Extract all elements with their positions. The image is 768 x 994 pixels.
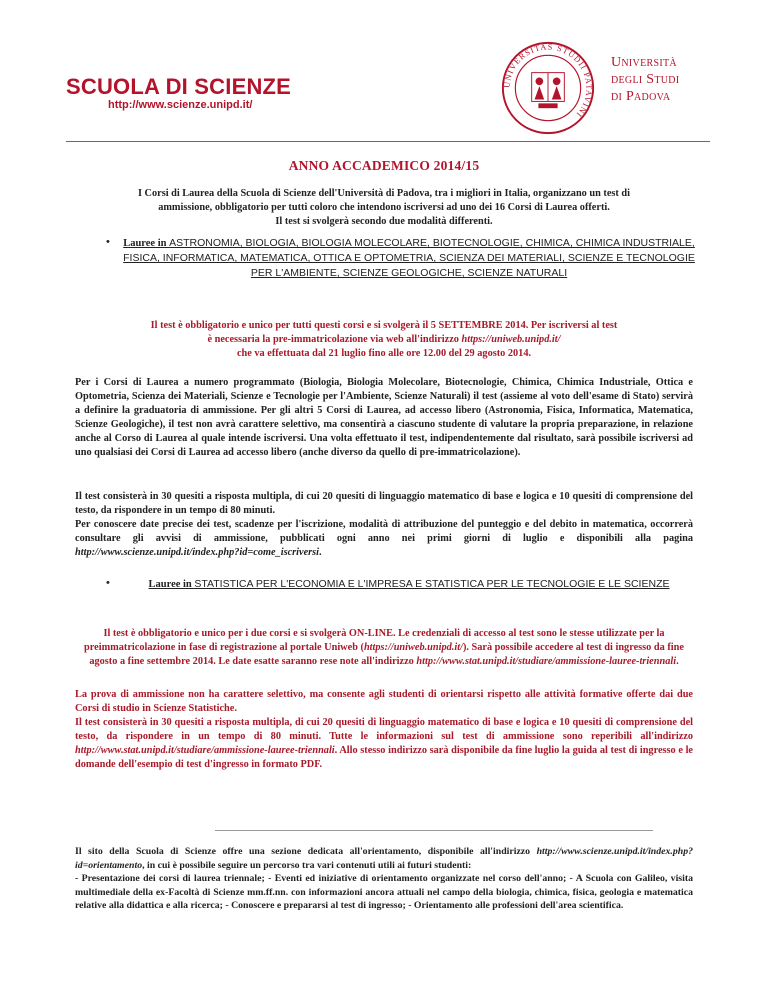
academic-year-title: ANNO ACCADEMICO 2014/15 [288, 158, 480, 173]
statistica-paragraph [75, 688, 693, 772]
test1-line2 [75, 333, 693, 347]
statistica-p2-text: Il test consisterà in 30 quesiti a risposta multipla, di cui 20 quesiti di linguaggio matematico di base e logica e 10 quesiti di comprensione del testo, da rispondere in un tempo di 80 minuti. Tutte le informazioni sul test di ammissione sono reperibili all'indirizzo [75, 717, 693, 742]
stat-ammissione-link[interactable]: http://www.stat.unipd.it/studiare/ammissione-lauree-triennali [416, 656, 677, 667]
seal-text: UNIVERSITAS STUDII PATAVINI [502, 42, 594, 120]
university-name-line2: degli Studi [611, 72, 680, 87]
bullet-marker: • [106, 577, 110, 589]
orientamento-text: Il sito della Scuola di Scienze offre una sezione dedicata all'orientamento, disponibile all'indirizzo [75, 846, 537, 857]
bullet-lead: Lauree in [123, 238, 170, 249]
bullet-lead: Lauree in [148, 579, 195, 590]
university-name-line3: di Padova [611, 89, 671, 104]
university-seal-logo [500, 40, 596, 136]
numero-programmato-paragraph [75, 376, 693, 460]
uniweb-link-2[interactable]: https://uniweb.unipd.it/ [363, 642, 463, 653]
school-title: SCUOLA DI SCIENZE [66, 74, 292, 99]
quesiti-text: Il test consisterà in 30 quesiti a risposta multipla, di cui 20 quesiti di linguaggio matematico di base e logica e 10 quesiti di comprensione del testo, da rispondere in un tempo di 80 minuti. [75, 491, 693, 516]
test1-paragraph [75, 319, 693, 361]
bullet-degrees-statistica [122, 577, 696, 592]
university-name [611, 54, 679, 105]
header-divider [66, 141, 710, 142]
statistica-p1: La prova di ammissione non ha carattere selettivo, ma consente agli studenti di orientarsi rispetto alle attività formative offerte dai due Corsi di studio in Scienze Statistiche. [75, 689, 693, 714]
orientamento-paragraph [75, 845, 693, 913]
test-content-paragraph [75, 490, 693, 560]
orientamento-text-end: , in cui è possibile seguire un percorso tra vari contenuti utili ai futuri studenti: [142, 859, 472, 871]
intro-line: ammissione, obbligatorio per tutti coloro che intendono iscriversi ad uno dei 16 Corsi di Laurea offerti. [158, 202, 610, 213]
test2-paragraph [75, 627, 693, 669]
bullet-courses: STATISTICA PER L'ECONOMIA E L'IMPRESA E STATISTICA PER LE TECNOLOGIE E LE SCIENZE [194, 578, 670, 590]
section-divider [215, 830, 653, 831]
intro-paragraph [75, 187, 693, 229]
test1-line2-text: è necessaria la pre-immatricolazione via web all'indirizzo [207, 334, 462, 345]
test2-text-start: Il test è obbligatorio e unico per i due corsi e si svolgerà ON-LINE. Le credenziali di accesso al test sono le stesse utilizzate per la preimmatricolazione in fase di registrazione al portale Uniweb ( [84, 628, 665, 653]
bullet-courses: ASTRONOMIA, BIOLOGIA, BIOLOGIA MOLECOLARE, BIOTECNOLOGIE, CHIMICA, CHIMICA INDUSTRIALE, FISICA, INFORMATICA, MATEMATICA, OTTICA E OPTOMETRIA, SCIENZA DEI MATERIALI, SCIENZE E TECNOLOGIE PER L'AMBIENTE, SCIENZE GEOLOGICHE, SCIENZE NATURALI [123, 237, 695, 279]
university-name-line1: Università [611, 55, 677, 70]
intro-line: Il test si svolgerà secondo due modalità differenti. [275, 216, 493, 227]
bullet-marker: • [106, 236, 110, 248]
test1-line3: che va effettuata dal 21 luglio fino alle ore 12.00 del 29 agosto 2014. [236, 348, 532, 359]
test1-line1: Il test è obbligatorio e unico per tutti questi corsi e si svolgerà il 5 SETTEMBRE 2014. Per iscriversi al test [150, 320, 618, 331]
date-info-text: Per conoscere date precise dei test, scadenze per l'iscrizione, modalità di attribuzione del punteggio e del debito in matematica, occorrerà consultare gli avvisi di ammissione, pubblicati ogni anno nei primi giorni di luglio e disponibili alla pagina [75, 519, 693, 544]
orientamento-link[interactable]: http://www.scienze.unipd.it/index.php?id=orientamento [75, 846, 693, 871]
stat-ammissione-link-2[interactable]: http://www.stat.unipd.it/studiare/ammissione-lauree-triennali [75, 745, 335, 756]
school-url-link[interactable]: http://www.scienze.unipd.it/ [108, 99, 253, 111]
test2-text-mid: ). Sarà possibile accedere al test di ingresso da fine agosto a fine settembre 2014. Le date esatte saranno rese note all'indirizzo [89, 642, 684, 667]
bullet-degrees-scienze [122, 236, 696, 281]
test2-text-end: . [676, 656, 679, 667]
numero-programmato-text: Per i Corsi di Laurea a numero programmato (Biologia, Biologia Molecolare, Biotecnologie, Chimica, Chimica Industriale, Ottica e Optometria, Scienza dei Materiali, Scienze e Tecnologie per l'Ambiente, Scienze Naturali) il test (assieme al voto dell'esame di Stato) servirà a definire la graduatoria di ammissione. Per gli altri 5 Corsi di Laurea, ad accesso libero (Astronomia, Fisica, Informatica, Matematica, Scienze Geologiche), il test non avrà carattere selettivo, ma consentirà a ciascuno studente di valutare la propria preparazione, in relazione anche al Corso di Laurea al quale intende iscriversi. Una volta effettuato il test, indipendentemente dal risultato, sarà possibile iscriversi ad uno qualsiasi dei Corsi di Laurea ad accesso libero (anche diverso da quello di pre-immatricolazione). [75, 377, 693, 458]
date-info-end: . [319, 547, 322, 558]
date-info [75, 518, 693, 560]
test2-text [75, 627, 693, 669]
orientamento-list: - Presentazione dei corsi di laurea triennale; - Eventi ed iniziative di orientamento organizzate nel corso dell'anno; - A Scuola con Galileo, visita multimediale della ex-Facoltà di Scienze mm.ff.nn. con informazioni ancora attuali nel campo della biologia, chimica, fisica, geologia e matematica relative alla didattica e alla ricerca; - Conoscere e prepararsi al test di ingresso; - Orientamento alle professioni dell'area scientifica. [75, 873, 693, 912]
orientamento-intro [75, 845, 693, 872]
statistica-p2 [75, 716, 693, 772]
come-iscriversi-link[interactable]: http://www.scienze.unipd.it/index.php?id=come_iscriversi [75, 547, 320, 558]
uniweb-link[interactable]: https://uniweb.unipd.it/ [461, 334, 561, 345]
intro-line: I Corsi di Laurea della Scuola di Scienze dell'Università di Padova, tra i migliori in Italia, organizzano un test di [137, 188, 631, 199]
statistica-p2-end: . Allo stesso indirizzo sarà disponibile da fine luglio la guida al test di ingresso e le domande dell'esempio di test d'ingresso in formato PDF. [75, 745, 693, 770]
